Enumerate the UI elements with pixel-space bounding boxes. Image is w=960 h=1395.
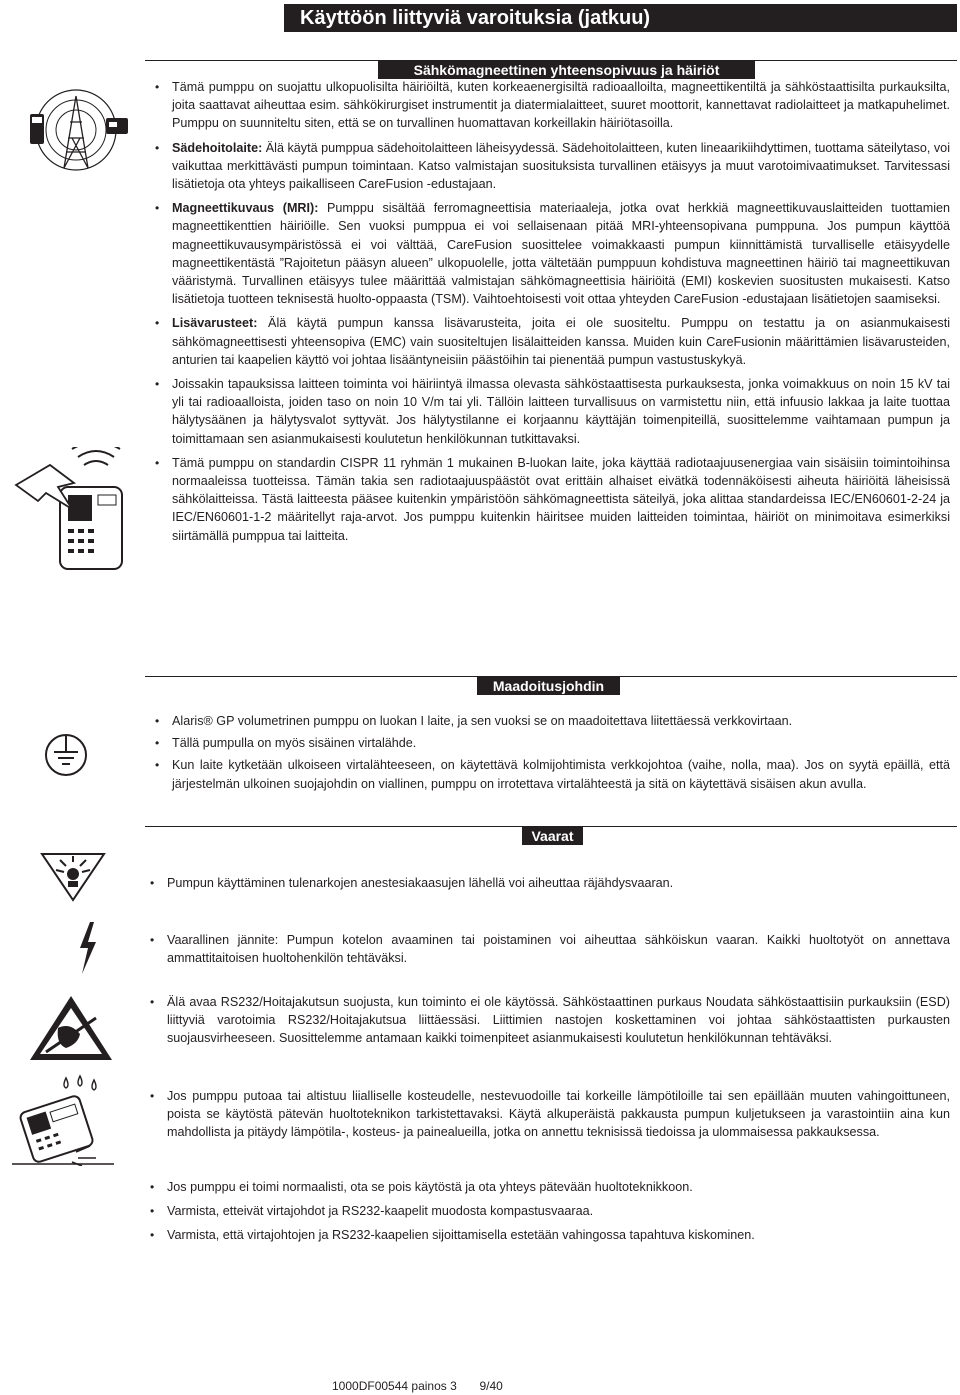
esd-warning-icon: [28, 994, 114, 1062]
protective-earth-icon: [38, 732, 94, 778]
section-heading-emc: Sähkömagneettinen yhteensopivuus ja häiriöt: [378, 61, 755, 79]
dangerous-voltage-icon: [74, 920, 100, 976]
danger-list-3: [145, 993, 950, 1054]
emc-item: • Joissakin tapauksissa laitteen toiminta voi häiriintyä ilmassa olevasta sähköstaattisesta purkauksesta, jonka voimakkuus on noin 15 kV tai yli tai radioaalloista, joiden taso on noin 10 V/m tai yli. Tällöin laitteen turvallisuus on varmistettu niin, että infuusio lakkaa ja laite tuottaa hälytysäänen ja hälytysvalot syttyvät. Jos hälytystilanne ei korjaannu käyttäjän toimenpiteillä, suosittelemme vaihtamaan pumpun ja toimittamaan sen asianmukaisesti koulutetun henkilökunnan tutkittavaksi.: [150, 375, 950, 448]
emc-item: • Tämä pumppu on suojattu ulkopuolisilta häiriöiltä, kuten korkeaenergisiltä radioaalloilta, magneettikentiltä ja sähköstaattisilta purkauksilta, joita saattavat aiheuttaa esim. sähkökirurgiset instrumentit ja diatermialaitteet, suuret moottorit, kannettavat radiolaitteet ja matkapuhelimet. Pumppu on suunniteltu siten, että se on turvallinen huomattavan korkeillakin häiriötasoilla.: [150, 78, 950, 133]
danger-item: • Pumpun käyttäminen tulenarkojen anestesiakaasujen lähellä voi aiheuttaa räjähdysvaaran.: [145, 874, 950, 892]
danger-list-5: [145, 1178, 950, 1251]
danger-item: • Älä avaa RS232/Hoitajakutsun suojusta, kun toiminto ei ole käytössä. Sähköstaattinen purkaus Noudata sähköstaattisiin purkauksiin (ESD) liittyviä varotoimia RS232/Hoitajakutsua liittäessäsi. Liittimien nastojen koskettaminen voi johtaa sähköstaattisten purkausten suojausvirheeseen. Suosittelemme antamaan kaikki toimenpiteet asianmukaisesti koulutetun henkilökunnan tehtäväksi.: [145, 993, 950, 1048]
section-heading-ground: Maadoitusjohdin: [477, 677, 620, 695]
ground-item: • Tällä pumpulla on myös sisäinen virtalähde.: [150, 734, 950, 752]
danger-item: • Varmista, että virtajohtojen ja RS232-kaapelien sijoittamisella estetään vahingossa tapahtuva kiskominen.: [145, 1226, 950, 1244]
emc-radiation-icon: [20, 82, 128, 174]
emc-item: • Tämä pumppu on standardin CISPR 11 ryhmän 1 mukainen B-luokan laite, joka käyttää radiotaajuusenergiaa vain sisäisiin toimintoihinsa normaaleissa tuotteissa. Tämän takia sen radiotaajuuspäästöt ovat erittäin alhaiset eivätkä todennäköisesti aiheuta häiriöitä läheisissä sähkölaitteissa. Tästä laitteesta pääsee kuitenkin ympäristöön sähkömagneettista säteilyä, joka alittaa standardeissa IEC/EN60601-2-24 ja IEC/EN60601-1-2 määritellyt raja-arvot. Jos pumppu kuitenkin häiritsee muiden laitteiden toimintaa, häiriöt on minimoitava esimerkiksi siirtämällä pumppua tai laitteita.: [150, 454, 950, 545]
page-title: Käyttöön liittyviä varoituksia (jatkuu): [300, 7, 651, 29]
pump-interference-icon: [14, 447, 132, 572]
pump-drop-moisture-icon: [10, 1074, 116, 1166]
ground-list: [150, 712, 950, 799]
page-footer: [332, 1379, 503, 1393]
danger-item: • Vaarallinen jännite: Pumpun kotelon avaaminen tai poistaminen voi aiheuttaa sähköiskun vaaran. Kaikki huoltotyöt on annettava ammattitaitoisen huoltohenkilön tehtäväksi.: [145, 931, 950, 967]
doc-number: 1000DF00544 painos 3: [332, 1379, 457, 1393]
explosive-hazard-icon: [40, 852, 106, 902]
emc-item: • Lisävarusteet: Älä käytä pumpun kanssa lisävarusteita, joita ei ole suositeltu. Pumppu on testattu ja on asianmukaisesti sähkömagneettisesti yhteensopiva (EMC) vain suositeltujen lisälaitteiden kanssa. Muiden kuin CareFusionin määrittämien lisävarusteiden, anturien tai kaapelien käyttö voi johtaa lisääntyneisiin päästöihin tai pienentää pumpun vastustuskykyä.: [150, 314, 950, 369]
ground-item: • Kun laite kytketään ulkoiseen virtalähteeseen, on käytettävä kolmijohtimista verkkojohtoa (vaihe, nolla, maa). Jos on syytä epäillä, että järjestelmän ulkoinen suojajohdin on viallinen, pumppu on irrotettava virtalähteestä ja sitä on käytettävä sisäisen akun avulla.: [150, 756, 950, 792]
danger-list-1: [145, 874, 950, 898]
section-heading-danger: Vaarat: [522, 827, 583, 845]
ground-item: • Alaris® GP volumetrinen pumppu on luokan I laite, ja sen vuoksi se on maadoitettava liitettäessä verkkovirtaan.: [150, 712, 950, 730]
page-title-bar: [284, 4, 957, 32]
emc-list: [150, 78, 950, 551]
danger-item: • Varmista, etteivät virtajohdot ja RS232-kaapelit muodosta kompastusvaaraa.: [145, 1202, 950, 1220]
emc-item: • Sädehoitolaite: Älä käytä pumppua sädehoitolaitteen läheisyydessä. Sädehoitolaitteen, kuten lineaarikiihdyttimen, tuottama säteilytaso, voi vaikuttaa merkittävästi pumpun toimintaan. Katso valmistajan suosituksista turvallinen etäisyys ja muut varotoimivaatimukset. Tarvitessasi lisätietoja ota yhteys paikalliseen CareFusion -edustajaan.: [150, 139, 950, 194]
danger-item: • Jos pumppu putoaa tai altistuu liialliselle kosteudelle, nestevuodoille tai korkeille lämpötiloille tai sen epäillään muuten vahingoittuneen, poista se käytöstä pätevän huoltoteknikon tarkistettavaksi. Käytä alkuperäistä pakkausta pumpun kuljetukseen ja varastointiin aina kun mahdollista ja pitäydy lämpötila-, kosteus- ja painealueilla, jotka on annettu teknisissä tiedoissa ja ulommaisessa pakkauksessa.: [145, 1087, 950, 1142]
danger-list-4: [145, 1087, 950, 1148]
danger-list-2: [145, 931, 950, 973]
page-number: 9/40: [479, 1379, 503, 1393]
danger-item: • Jos pumppu ei toimi normaalisti, ota se pois käytöstä ja ota yhteys pätevään huoltoteknikkoon.: [145, 1178, 950, 1196]
emc-item: • Magneettikuvaus (MRI): Pumppu sisältää ferromagneettisia materiaaleja, jotka ovat herkkiä magneettikuvauslaitteiden tuottamien magneettikenttien häiriöille. Sen vuoksi pumppua ei voi sellaisenaan pitää MRI-yhteensopivana pumppuna. Jos pumpun käyttöä magneettikuvausympäristössä ei voi välttää, CareFusion suosittelee voimakkaasti pumpun kiinnittämistä turvalliselle etäisyydelle magneettikentästä ”Rajoitetun pääsyn alueen” ulkopuolelle, jotta vältetään pumppuun kohdistuva magneettinen häiriö tai magneettikuvan vääristymä. Turvallinen etäisyys tulee määrittää valmistajan sähkömagneettisia häiriöitä (EMI) koskevien suositusten mukaisesti. Katso lisätietoja tuotteen teknisestä huolto-oppaasta (TSM). Vaihtoehtoisesti voit ottaa yhteyden CareFusion -edustajaan lisätietojen saamiseksi.: [150, 199, 950, 308]
